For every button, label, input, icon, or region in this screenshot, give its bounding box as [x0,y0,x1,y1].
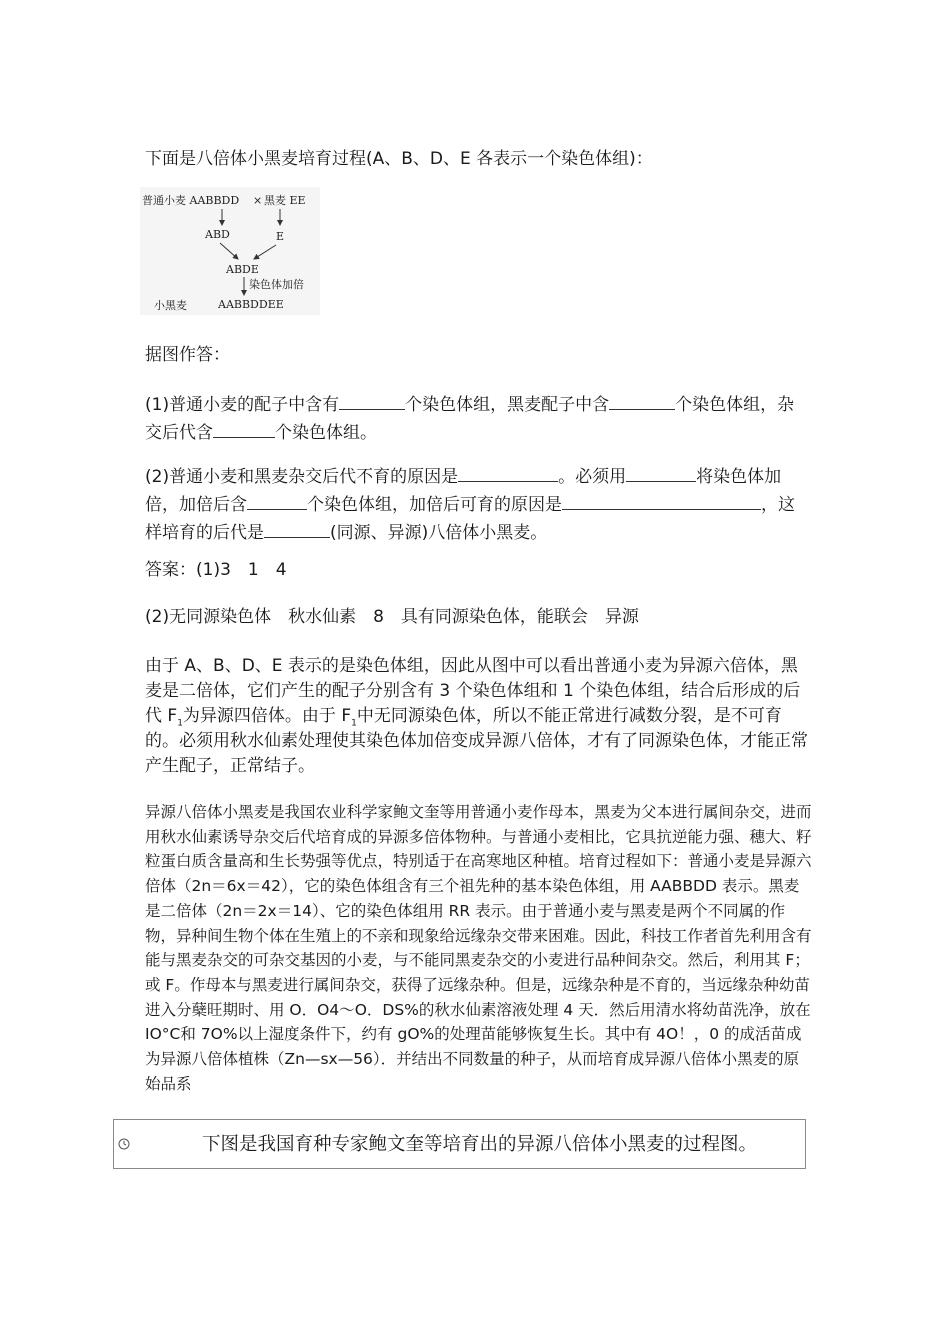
q2-blank-2[interactable] [626,462,696,482]
reading-passage: 异源八倍体小黑麦是我国农业科学家鲍文奎等用普通小麦作母本，黑麦为父本进行属间杂交，进而用秋水仙素诱导杂交后代培育成的异源多倍体物种。与普通小麦相比，它具抗逆能力强、穗大、籽粒蛋白质含量高和生长势强等优点，特别适于在高寒地区种植。培育过程如下：普通小麦是异源六倍体（2n＝6x＝42），它的染色体组含有三个祖先种的基本染色体组，用 AABBDD 表示。黑麦是二倍体（2n＝2x＝14）、它的染色体组用 RR 表示。由于普通小麦与黑麦是两个不同属的作物，异种间生物个体在生殖上的不亲和现象给远缘杂交带来困难。因此，科技工作者首先利用含有能与黑麦杂交的可杂交基因的小麦，与不能同黑麦杂交的小麦进行品种间杂交。然后，利用其 F；或 F。作母本与黑麦进行属间杂交，获得了远缘杂种。但是，远缘杂种是不育的，当远缘杂种幼苗进入分蘖旺期时、用 O．O4～O．DS%的秋水仙素溶液处理 4 天．然后用清水将幼苗洗净，放在 IO°C和 7O%以上湿度条件下，约有 gO%的处理苗能够恢复生长。其中有 4O！，0 的成活苗成为异源八倍体植株（Zn—sx—56）．并结出不同数量的种子，从而培育成异源八倍体小黑麦的原始品系 [145,803,812,1093]
subscript-1: 1 [177,718,183,729]
arrow-gamete2-hybrid [254,245,276,259]
q1-blank-1[interactable] [339,390,405,410]
q1-text-a: (1)普通小麦的配子中含有 [145,395,340,415]
parent2-label: 黑麦 EE [264,194,306,207]
explain-text-b: 为异源四倍体。由于 F [182,706,352,726]
q1-blank-3[interactable] [213,418,275,438]
explain-text-a: 由于 A、B、D、E 表示的是染色体组，因此从图中可以看出普通小麦为异源六倍体，黑麦是二倍体，它们产生的配子分别含有 3 个染色体组和 1 个染色体组，结合后形成的后代 F [145,656,801,726]
question-1 [145,390,810,446]
q2-text-e: ，这样培育的后代是 [145,495,795,543]
figure-caption-box [113,1119,806,1169]
q2-blank-1[interactable] [458,462,558,482]
q2-text-a: (2)普通小麦和黑麦杂交后代不育的原因是 [145,467,459,487]
q1-text-b: 个染色体组，黑麦配子中含 [405,395,610,415]
answer-1: 答案：(1)3 1 4 [145,560,287,580]
q1-text-d: 个染色体组。 [275,423,377,443]
product-genome-label: AABBDDEE [218,298,284,311]
q2-text-f: (同源、异源)八倍体小黑麦。 [330,523,548,543]
clock-icon [118,1138,130,1150]
arrow-gamete1-hybrid [220,243,238,259]
gamete1-label: ABD [205,228,230,241]
q2-text-d: 个染色体组，加倍后可育的原因是 [307,495,562,515]
subscript-2: 1 [351,718,357,729]
parent1-label: 普通小麦 AABBDD [142,194,240,207]
q2-text-b: 。必须用 [558,467,627,487]
question-2 [145,462,810,546]
q2-text-c: 将染色体加倍，加倍后含 [145,467,782,515]
question-intro: 据图作答： [145,345,230,365]
cross-symbol: × [253,194,263,207]
explanation [145,654,810,779]
q1-blank-2[interactable] [609,390,675,410]
explain-text-c: 中无同源染色体，所以不能正常进行减数分裂，是不可育的。必须用秋水仙素处理使其染色体加倍变成异源八倍体，才有了同源染色体，才能正常产生配子，正常结子。 [145,706,808,776]
treatment-label: 染色体加倍 [249,278,304,291]
answer-2: (2)无同源染色体 秋水仙素 8 具有同源染色体，能联会 异源 [145,607,639,627]
breeding-diagram [140,187,320,315]
intro-text: 下面是八倍体小黑麦培育过程(A、B、D、E 各表示一个染色体组)： [145,149,653,169]
q1-text-c: 个染色体组，杂交后代含 [145,395,795,443]
hybrid-label: ABDE [226,263,259,276]
q2-blank-3[interactable] [247,490,307,510]
q2-blank-4[interactable] [562,490,747,510]
q2-blank-5[interactable] [264,518,330,538]
q2-blank-4-cont[interactable] [747,490,761,510]
gamete2-label: E [276,230,285,243]
caption-text: 下图是我国育种专家鲍文奎等培育出的异源八倍体小黑麦的过程图。 [202,1134,758,1155]
product-name-label: 小黑麦 [154,299,187,312]
